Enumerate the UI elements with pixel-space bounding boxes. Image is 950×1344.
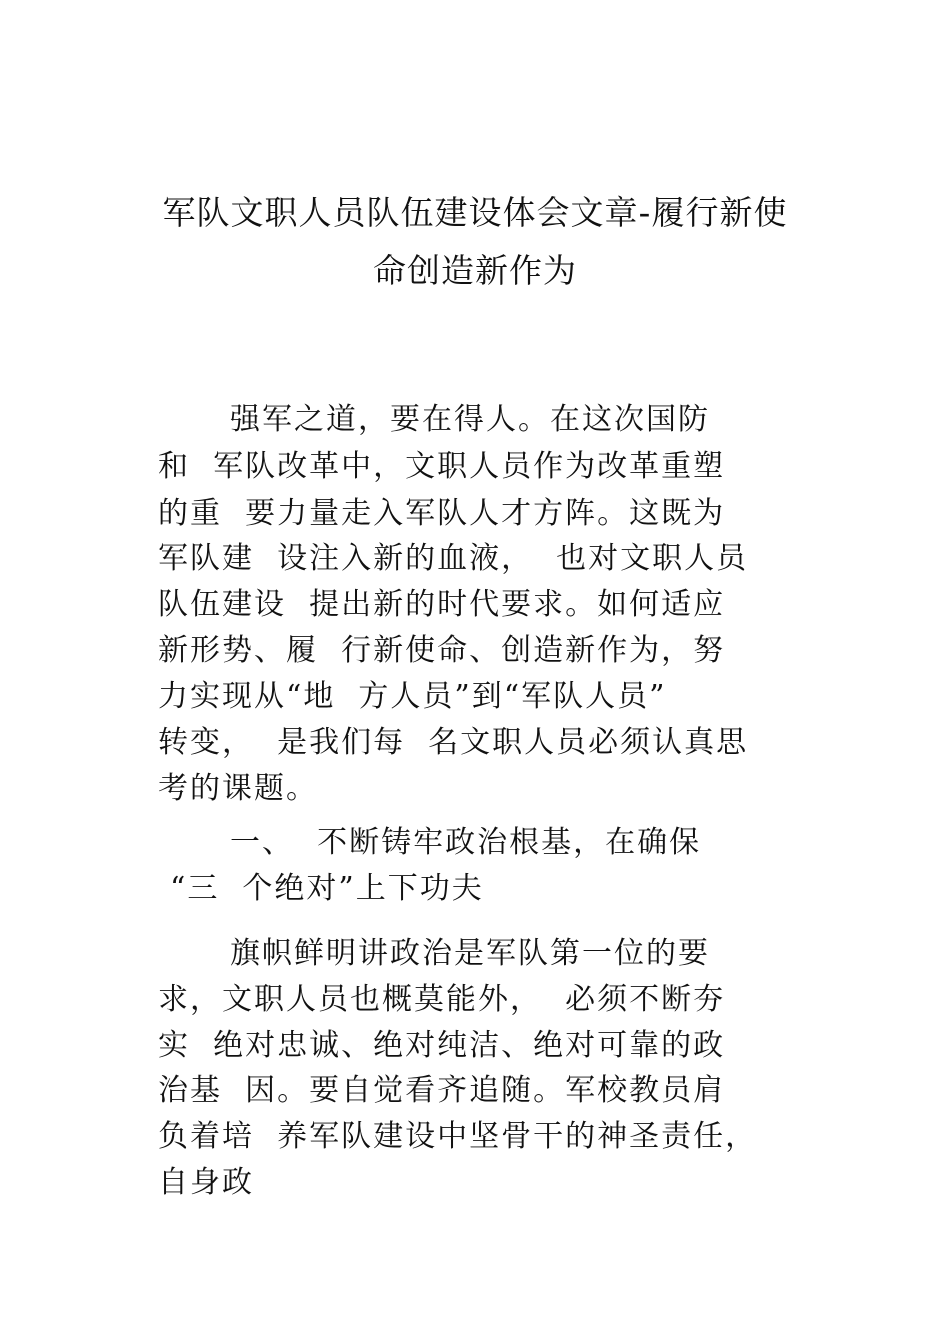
paragraph-2-line: 旗帜鲜明讲政治是军队第一位的要	[230, 936, 710, 971]
paragraph-1-line: 军队建 设注入新的血液， 也对文职人员	[158, 541, 749, 576]
paragraph-1-line: 和 军队改革中，文职人员作为改革重塑	[158, 449, 726, 484]
paragraph-2-line: 治基 因。要自觉看齐追随。军校教员肩	[158, 1073, 726, 1108]
paragraph-1-line: 队伍建设 提出新的时代要求。如何适应	[158, 587, 726, 622]
paragraph-2-line: 负着培 养军队建设中坚骨干的神圣责任，	[158, 1119, 758, 1154]
paragraph-1-line: 力实现从“地 方人员”到“军队人员”	[158, 679, 667, 714]
paragraph-2-line: 实 绝对忠诚、绝对纯洁、绝对可靠的政	[158, 1028, 726, 1063]
document-title-line-1: 军队文职人员队伍建设体会文章-履行新使	[162, 193, 788, 232]
section-heading-line: “三 个绝对”上下功夫	[170, 871, 484, 906]
paragraph-2-line: 自身政	[158, 1165, 254, 1200]
document-title-line-2: 命创造新作为	[373, 251, 577, 290]
paragraph-2-line: 求，文职人员也概莫能外， 必须不断夯	[158, 982, 726, 1017]
paragraph-1-line: 新形势、履 行新使命、创造新作为，努	[158, 633, 726, 668]
section-heading-line: 一、 不断铸牢政治根基，在确保	[230, 825, 702, 860]
paragraph-1-line: 的重 要力量走入军队人才方阵。这既为	[158, 496, 726, 531]
paragraph-1-line: 转变， 是我们每 名文职人员必须认真思	[158, 725, 749, 760]
paragraph-1-line: 考的课题。	[158, 771, 318, 806]
paragraph-1-line: 强军之道，要在得人。在这次国防	[230, 402, 710, 437]
